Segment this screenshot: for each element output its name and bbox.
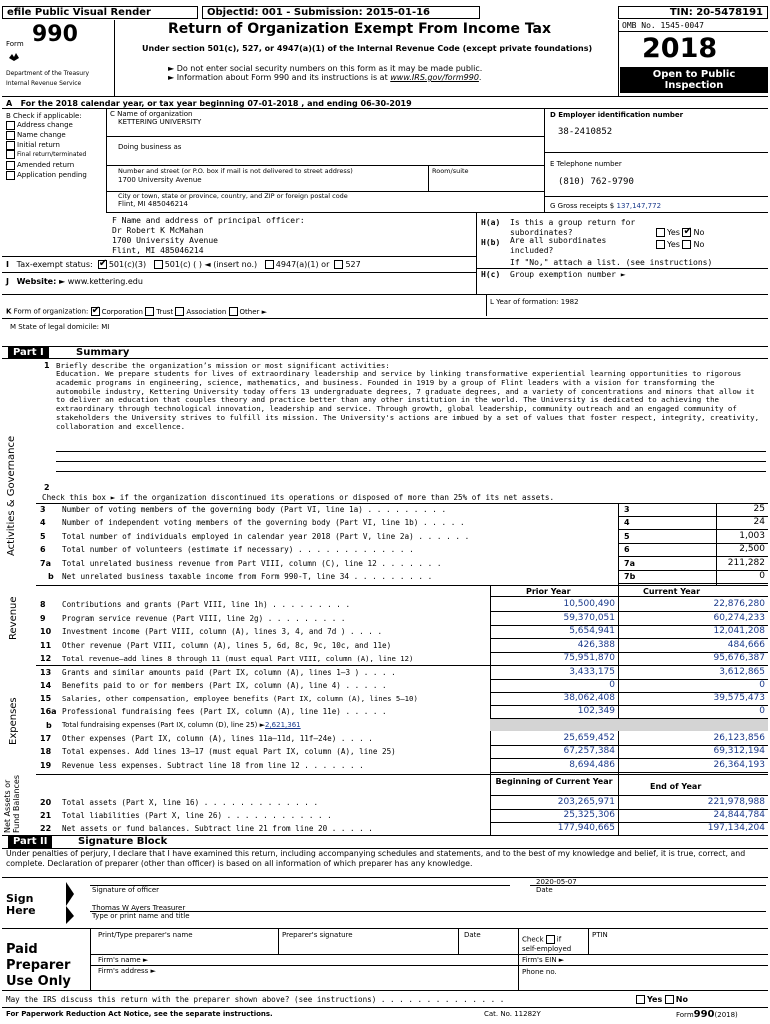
- line-num: 10: [40, 627, 52, 636]
- current-year-value: 95,676,387: [713, 653, 765, 663]
- prep-name-label[interactable]: Print/Type preparer's name: [98, 931, 193, 939]
- instructions-note: ► Information about Form 990 and its instructions is at www.IRS.gov/form990.: [168, 73, 482, 82]
- prior-year-value: 67,257,384: [563, 746, 615, 757]
- line-text: Total assets (Part X, line 16) . . . . . . . . . . . . .: [62, 798, 319, 807]
- b-item[interactable]: Name change: [6, 130, 87, 140]
- gov-line-box: 3: [624, 505, 630, 514]
- prior-year-value: 5,654,941: [569, 626, 615, 636]
- irs-eagle-icon: [8, 52, 20, 62]
- hb-text: Are all subordinates included?: [510, 236, 607, 255]
- perjury-statement: Under penalties of perjury, I declare that I have examined this return, including accompanying schedules and statements, and to the best of my knowledge and belief, it is true, correct, and complete. Declaration of preparer (other than officer) is based on all information of which preparer has any knowledge.: [6, 849, 746, 868]
- gov-line-text: Total number of volunteers (estimate if necessary) . . . . . . . . . . . . .: [62, 545, 414, 555]
- street-label: Number and street (or P.O. box if mail is not delivered to street address): [118, 167, 353, 175]
- gov-line-box: 7b: [624, 572, 636, 581]
- line-text: Investment income (Part VIII, column (A), lines 3, 4, and 7d ) . . . .: [62, 627, 383, 636]
- line-num: 9: [40, 613, 46, 623]
- prior-year-value: 59,370,051: [563, 612, 615, 623]
- org-other[interactable]: Other ►: [229, 308, 267, 316]
- current-year-value: 221,978,988: [707, 797, 765, 807]
- ptin-label: PTIN: [592, 931, 608, 939]
- section-divider: [36, 665, 768, 666]
- current-year-value: 484,666: [727, 639, 765, 650]
- part1-title: Summary: [76, 347, 130, 358]
- irs-link[interactable]: www.IRS.gov/form990: [390, 73, 479, 82]
- line-num: 21: [40, 811, 52, 821]
- org-trust[interactable]: Trust: [145, 308, 173, 316]
- current-year-value: 12,041,208: [713, 626, 765, 636]
- gov-line-text: Number of voting members of the governing body (Part VI, line 1a) . . . . . . . . .: [62, 505, 447, 514]
- line-num: 11: [40, 640, 52, 650]
- current-year-value: 26,364,193: [713, 759, 765, 770]
- sig-officer-label[interactable]: Signature of officer: [92, 886, 160, 894]
- gov-line-value: 1,003: [739, 530, 765, 541]
- mission-text: Education. We prepare students for lives of extraordinary leadership and service by linking transformative experiential learning opportunities to rigorous academic programs in engineering, science, mathematics, and business. Founded in 1919 by a group of Flint leaders with a vision for transforming the automobile industry, Kettering University today offers 13 undergraduate degrees, 7 graduate degrees, and a variety of concentrations and minors that allow it to deliver an education that couples theory and practice better than any other institution in the world. The University is dedicated to achieving the extraordinary through technological innovation, leadership and service. Through growth, global leadership, community outreach and an engaged community of stakeholders the University strives to fulfill its mission. The University's actions are imbued by a set of values that foster respect, integrity, creativity, collaboration and excellence.: [56, 369, 760, 431]
- line-text: Revenue less expenses. Subtract line 18 from line 12 . . . . . . .: [62, 760, 364, 770]
- line-num: 19: [40, 760, 52, 770]
- discuss-question: May the IRS discuss this return with the preparer shown above? (see instructions) . . . . . . . . . . . . . .: [6, 995, 505, 1004]
- year-formation: L Year of formation: 1982: [490, 298, 579, 306]
- line-text: Program service revenue (Part VIII, line 2g) . . . . . . . . .: [62, 613, 346, 623]
- efile-banner: efile Public Visual Render: [2, 6, 198, 19]
- prior-year-value: 8,694,486: [569, 759, 615, 770]
- gov-line-box: 6: [624, 545, 630, 555]
- ein-label: D Employer identification number: [550, 111, 684, 119]
- hc-text: Group exemption number ►: [510, 270, 626, 279]
- officer-name: Thomas W Ayers Treasurer: [92, 904, 186, 912]
- b-item[interactable]: Application pending: [6, 170, 87, 180]
- line2-text[interactable]: Check this box ► if the organization discontinued its operations or disposed of more than 25% of its net assets.: [42, 493, 555, 502]
- street-value: 1700 University Avenue: [118, 176, 202, 184]
- line-num: 17: [40, 734, 52, 743]
- ha-text: Is this a group return for subordinates?: [510, 218, 636, 237]
- line16b-text: Total fundraising expenses (Part IX, column (D), line 25) ►2,621,361: [62, 721, 301, 729]
- dept-treasury: Department of the Treasury: [6, 70, 90, 77]
- phone-label: E Telephone number: [550, 160, 622, 168]
- gov-line-value: 25: [753, 504, 765, 514]
- line-text: Salaries, other compensation, employee benefits (Part IX, column (A), lines 5–10): [62, 694, 418, 703]
- sign-here: Sign Here: [6, 892, 36, 917]
- prep-sig-label[interactable]: Preparer's signature: [282, 931, 353, 939]
- prep-date-label: Date: [464, 931, 481, 939]
- gov-line-value: 211,282: [727, 557, 765, 568]
- gov-line-num: 6: [40, 545, 46, 555]
- col-end-year: End of Year: [650, 782, 702, 791]
- city-label: City or town, state or province, country, and ZIP or foreign postal code: [118, 192, 348, 200]
- row-divider: [490, 795, 768, 796]
- discuss-answer[interactable]: Yes No: [636, 995, 688, 1004]
- current-year-value: 24,844,784: [713, 810, 765, 821]
- state-domicile: M State of legal domicile: MI: [10, 323, 110, 331]
- line-num: 8: [40, 600, 46, 609]
- gov-line-value: 0: [759, 571, 765, 581]
- prior-year-value: 10,500,490: [563, 599, 615, 609]
- object-id-banner: ObjectId: 001 - Submission: 2015-01-16: [202, 6, 480, 19]
- footer-form: Form990(2018): [676, 1009, 738, 1020]
- line-num: 13: [40, 668, 52, 677]
- gov-line-text: Total number of individuals employed in calendar year 2018 (Part V, line 2a) . . . . . .: [62, 531, 470, 541]
- gov-line-text: Net unrelated business taxable income from Form 990-T, line 34 . . . . . . . . .: [62, 572, 433, 581]
- gov-line-num: 7a: [40, 558, 51, 568]
- firm-address-label[interactable]: Firm's address ►: [98, 967, 156, 975]
- page-title: Return of Organization Exempt From Income Tax: [168, 21, 552, 37]
- prior-year-value: 102,349: [577, 706, 615, 716]
- firm-ein-label[interactable]: Firm's EIN ►: [522, 956, 565, 964]
- row-divider: [490, 772, 768, 773]
- gross-receipts: G Gross receipts $ 137,147,772: [550, 202, 662, 210]
- prior-year-value: 203,265,971: [557, 797, 615, 807]
- prior-year-value: 25,659,452: [563, 733, 615, 743]
- line-text: Net assets or fund balances. Subtract line 21 from line 20 . . . . .: [62, 824, 373, 834]
- part2-label: Part II: [8, 836, 52, 848]
- website-link[interactable]: www.kettering.edu: [67, 277, 143, 286]
- phone-value: (810) 762-9790: [558, 177, 634, 187]
- gov-line-num: 4: [40, 518, 46, 528]
- line-text: Total liabilities (Part X, line 26) . . . . . . . . . . . .: [62, 811, 332, 821]
- current-year-value: 0: [759, 706, 765, 716]
- gov-row-divider: [618, 583, 768, 584]
- irs-name: Internal Revenue Service: [6, 80, 82, 87]
- line16b-num: b: [46, 721, 52, 730]
- side-net-assets: Net Assets or Fund Balances: [3, 775, 21, 833]
- line-text: Other revenue (Part VIII, column (A), lines 5, 6d, 8c, 9c, 10c, and 11e): [62, 640, 392, 650]
- part2-title: Signature Block: [78, 836, 168, 847]
- ein-value: 38-2410852: [558, 127, 613, 137]
- prior-year-value: 177,940,665: [557, 823, 615, 834]
- hb-note: If "No," attach a list. (see instructions): [510, 258, 713, 267]
- prior-year-value: 0: [609, 680, 615, 690]
- sign-date-value: 2020-05-07: [536, 878, 577, 886]
- section-b-title: B Check if applicable:: [6, 112, 82, 120]
- ssn-note: ► Do not enter social security numbers on this form as it may be made public.: [168, 64, 483, 73]
- col-begin-year: Beginning of Current Year: [495, 777, 613, 786]
- gov-line-value: 24: [753, 517, 765, 528]
- ha-answer[interactable]: Yes ✔ No: [656, 228, 704, 237]
- current-year-value: 0: [759, 680, 765, 690]
- type-name-label: Type or print name and title: [92, 912, 190, 920]
- website: J Website: ► www.kettering.edu: [6, 277, 143, 286]
- org-name-label: C Name of organization: [110, 110, 193, 118]
- current-year-value: 69,312,194: [713, 746, 765, 757]
- org-association[interactable]: Association: [175, 308, 226, 316]
- side-revenue: Revenue: [8, 596, 19, 640]
- status-4947[interactable]: 4947(a)(1) or: [265, 260, 330, 269]
- gov-line-num: b: [48, 572, 54, 581]
- org-name: KETTERING UNIVERSITY: [118, 118, 202, 126]
- line2-num: 2: [44, 483, 50, 492]
- open-to-public-badge: Open to Public Inspection: [620, 67, 768, 93]
- gov-line-box: 5: [624, 531, 630, 541]
- side-activities: Activities & Governance: [6, 435, 17, 556]
- line-num: 14: [40, 681, 52, 690]
- current-year-value: 3,612,865: [719, 667, 765, 677]
- current-year-value: 26,123,856: [713, 733, 765, 743]
- prior-year-value: 75,951,870: [563, 653, 615, 663]
- gov-line-num: 3: [40, 505, 46, 514]
- b-item[interactable]: Initial return: [6, 140, 87, 150]
- line-text: Contributions and grants (Part VIII, line 1h) . . . . . . . . .: [62, 600, 351, 609]
- city-value: Flint, MI 485046214: [118, 200, 188, 208]
- tax-year: 2018: [642, 33, 718, 64]
- tin-banner: TIN: 20-5478191: [618, 6, 768, 19]
- prior-year-value: 25,325,306: [563, 810, 615, 821]
- line-num: 22: [40, 824, 52, 834]
- col-prior-year: Prior Year: [526, 587, 571, 596]
- line-text: Total revenue—add lines 8 through 11 (must equal Part VIII, column (A), line 12): [62, 654, 414, 663]
- b-item[interactable]: Address change: [6, 120, 87, 130]
- line1-label: Briefly describe the organization’s mission or most significant activities:: [56, 361, 390, 370]
- status-527[interactable]: 527: [334, 260, 360, 269]
- gov-line-text: Total unrelated business revenue from Part VIII, column (C), line 12 . . . . . . .: [62, 558, 442, 568]
- sign-arrow-icon: [64, 880, 76, 926]
- col-current-year: Current Year: [643, 587, 701, 596]
- status-501c[interactable]: 501(c) ( ) ◄ (insert no.): [154, 260, 257, 269]
- line-text: Grants and similar amounts paid (Part IX, column (A), lines 1–3 ) . . . .: [62, 668, 396, 677]
- line-text: Professional fundraising fees (Part IX, column (A), line 11e) . . . . .: [62, 707, 387, 716]
- line-text: Total expenses. Add lines 13–17 (must equal Part IX, column (A), line 25): [62, 747, 396, 757]
- paid-preparer-title: Paid Preparer Use Only: [6, 942, 71, 989]
- org-corporation[interactable]: ✔ Corporation: [91, 308, 143, 316]
- self-employed-check[interactable]: Check if self-employed: [522, 935, 572, 953]
- line-num: 20: [40, 798, 52, 807]
- room-label: Room/suite: [432, 167, 469, 175]
- current-year-value: 22,876,280: [713, 599, 765, 609]
- paperwork-notice: For Paperwork Reduction Act Notice, see the separate instructions.: [6, 1010, 273, 1018]
- section-divider: [36, 774, 768, 775]
- section-a: A For the 2018 calendar year, or tax year beginning 07-01-2018 , and ending 06-30-2019: [6, 99, 412, 108]
- section-b-list: [6, 120, 87, 180]
- b-item[interactable]: Amended return: [6, 160, 87, 170]
- form-subtitle: Under section 501(c), 527, or 4947(a)(1) of the Internal Revenue Code (except private foundations): [142, 44, 593, 53]
- gov-line-box: 4: [624, 518, 630, 528]
- form-of-org: K Form of organization: ✔ Corporation Trust Association Other ►: [6, 307, 267, 316]
- omb-number: OMB No. 1545-0047: [622, 21, 704, 30]
- firm-name-label[interactable]: Firm's name ►: [98, 956, 149, 964]
- phone-no-label[interactable]: Phone no.: [522, 968, 557, 976]
- prior-year-value: 426,388: [577, 639, 615, 650]
- sign-date-label: Date: [536, 886, 553, 894]
- principal-officer: F Name and address of principal officer: Dr Robert K McMahan 1700 University Avenue Flint, MI 485046214: [112, 216, 305, 255]
- line1-num: 1: [44, 361, 50, 370]
- gov-line-box: 7a: [624, 558, 635, 568]
- line-num: 15: [40, 694, 52, 703]
- hb-label: H(b): [481, 238, 501, 247]
- b-item[interactable]: Final return/terminated: [6, 150, 87, 160]
- line-num: 16a: [40, 707, 57, 716]
- gov-line-num: 5: [40, 531, 46, 541]
- status-501c3[interactable]: ✔ 501(c)(3): [98, 260, 146, 269]
- form-number: 990: [32, 22, 78, 47]
- line-text: Benefits paid to or for members (Part IX, column (A), line 4) . . . . .: [62, 681, 387, 690]
- prior-year-value: 3,433,175: [569, 667, 615, 677]
- current-year-value: 39,575,473: [713, 693, 765, 703]
- prior-year-value: 38,062,408: [563, 693, 615, 703]
- hb-answer[interactable]: Yes No: [656, 240, 704, 249]
- ha-label: H(a): [481, 218, 501, 227]
- line-text: Other expenses (Part IX, column (A), lines 11a–11d, 11f–24e) . . . .: [62, 734, 373, 743]
- hc-label: H(c): [481, 270, 501, 279]
- form-word: Form: [6, 40, 24, 48]
- line-num: 18: [40, 747, 52, 757]
- part1-label: Part I: [8, 347, 49, 359]
- current-year-value: 60,274,233: [713, 612, 765, 623]
- tax-exempt-status: I Tax-exempt status: ✔ 501(c)(3) 501(c) ( ) ◄ (insert no.) 4947(a)(1) or 527: [6, 260, 361, 269]
- gov-line-text: Number of independent voting members of the governing body (Part VI, line 1b) . . . . .: [62, 518, 465, 528]
- current-year-value: 197,134,204: [707, 823, 765, 834]
- side-expenses: Expenses: [8, 697, 19, 745]
- gov-line-value: 2,500: [739, 544, 765, 555]
- dba-label: Doing business as: [118, 143, 182, 151]
- line-num: 12: [40, 654, 52, 663]
- cat-number: Cat. No. 11282Y: [484, 1010, 541, 1018]
